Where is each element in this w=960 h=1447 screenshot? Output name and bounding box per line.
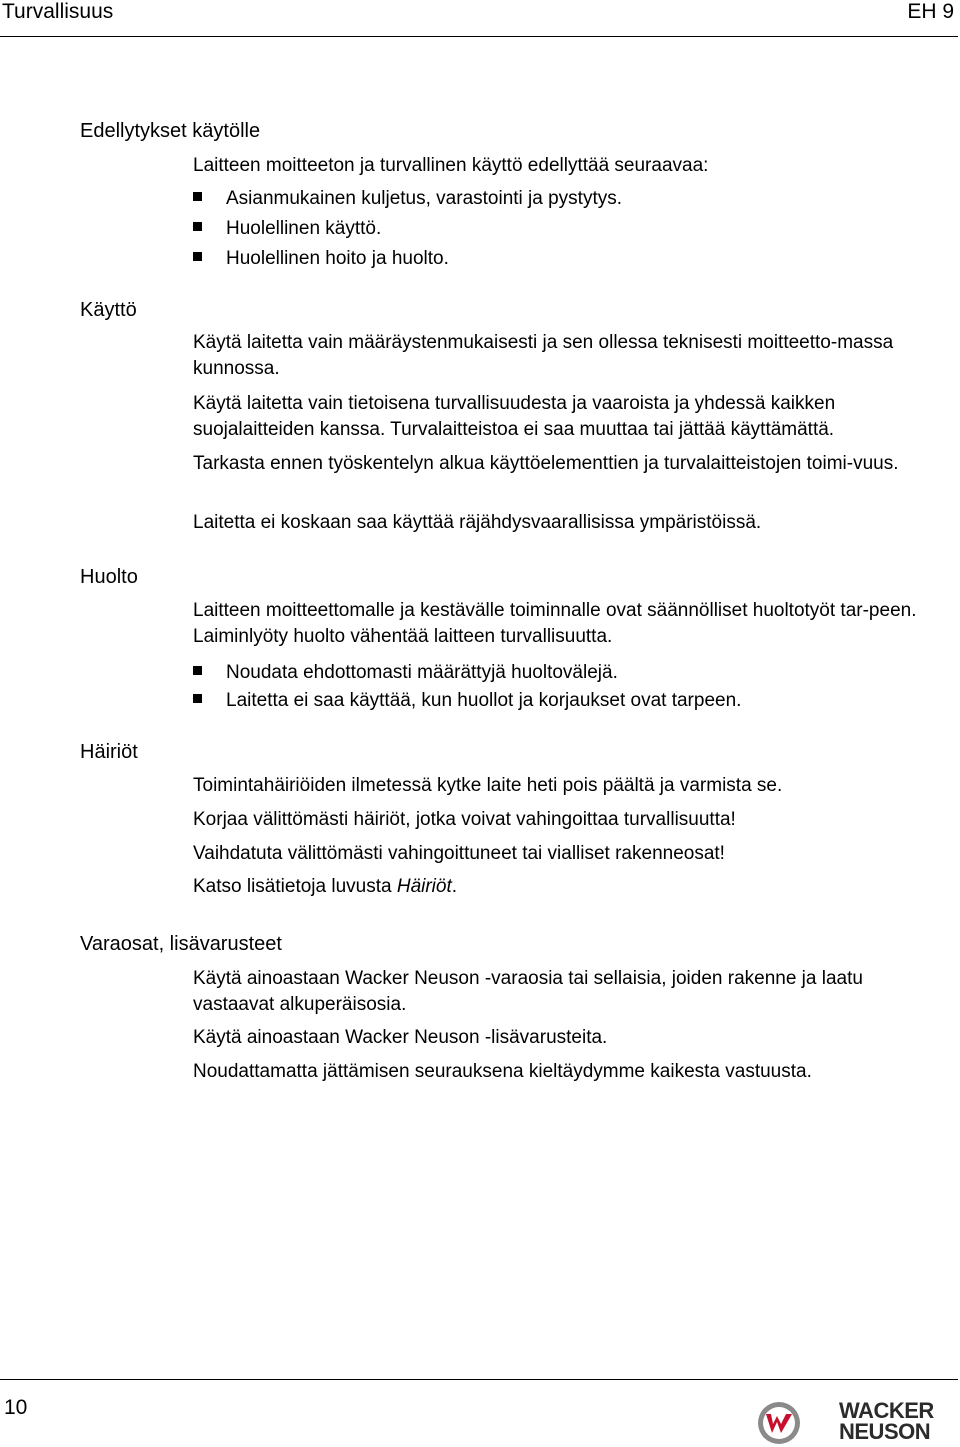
paragraph: Käytä ainoastaan Wacker Neuson -varaosia tai sellaisia, joiden rakenne ja laatu vastaavat alkuperäisosia. [193, 968, 863, 1015]
paragraph: Laitetta ei koskaan saa käyttää räjähdysvaarallisissa ympäristöissä. [193, 512, 762, 533]
bullet-icon [193, 694, 202, 703]
section-heading-kaytto: Käyttö [80, 299, 137, 321]
paragraph: Laitteen moitteettomalle ja kestävälle toiminnalle ovat säännölliset huoltotyöt tar-peen. Laiminlyöty huolto vähentää laitteen turvallisuutta. [193, 600, 917, 647]
section-heading-hairiot: Häiriöt [80, 741, 138, 763]
header-divider [0, 36, 958, 37]
w-emblem-icon [755, 1400, 803, 1446]
chapter-title: Turvallisuus [2, 0, 114, 23]
wacker-neuson-logo [755, 1400, 960, 1447]
paragraph: Vaihdatuta välittömästi vahingoittuneet tai vialliset rakenneosat! [193, 843, 725, 864]
list-item: Noudata ehdottomasti määrättyjä huoltovälejä. [193, 660, 618, 686]
footer-divider [0, 1379, 958, 1380]
list-item: Huolellinen hoito ja huolto. [193, 246, 449, 272]
bullet-icon [193, 222, 202, 231]
list-item: Asianmukainen kuljetus, varastointi ja pystytys. [193, 186, 622, 212]
section-heading-varaosat: Varaosat, lisävarusteet [80, 933, 282, 955]
logo-wordmark: WACKER NEUSON [839, 1398, 934, 1444]
bullet-icon [193, 192, 202, 201]
list-item: Laitetta ei saa käyttää, kun huollot ja korjaukset ovat tarpeen. [193, 688, 741, 714]
paragraph: Käytä ainoastaan Wacker Neuson -lisävarusteita. [193, 1027, 608, 1048]
section-heading-edellytykset: Edellytykset käytölle [80, 120, 261, 142]
section-heading-huolto: Huolto [80, 566, 138, 588]
paragraph: Tarkasta ennen työskentelyn alkua käyttöelementtien ja turvalaitteistojen toimi-vuus. [193, 453, 899, 474]
paragraph: Toimintahäiriöiden ilmetessä kytke laite heti pois päältä ja varmista se. [193, 775, 783, 796]
paragraph: Käytä laitetta vain tietoisena turvallisuudesta ja vaaroista ja yhdessä kaikken suojalaitteiden kanssa. Turvalaitteistoa ei saa muuttaa tai jättää käyttämättä. [193, 393, 836, 440]
paragraph: Korjaa välittömästi häiriöt, jotka voivat vahingoittaa turvallisuutta! [193, 809, 736, 830]
paragraph: Katso lisätietoja luvusta Häiriöt. [193, 876, 458, 897]
paragraph: Laitteen moitteeton ja turvallinen käyttö edellyttää seuraavaa: [193, 155, 709, 176]
bullet-icon [193, 666, 202, 675]
chapter-reference: Häiriöt [396, 876, 452, 897]
bullet-icon [193, 252, 202, 261]
paragraph: Käytä laitetta vain määräystenmukaisesti ja sen ollessa teknisesti moitteetto-massa kunnossa. [193, 332, 894, 379]
doc-code: EH 9 [907, 0, 954, 23]
list-item: Huolellinen käyttö. [193, 216, 381, 242]
paragraph: Noudattamatta jättämisen seurauksena kieltäydymme kaikesta vastuusta. [193, 1061, 812, 1082]
page-number: 10 [4, 1396, 28, 1419]
